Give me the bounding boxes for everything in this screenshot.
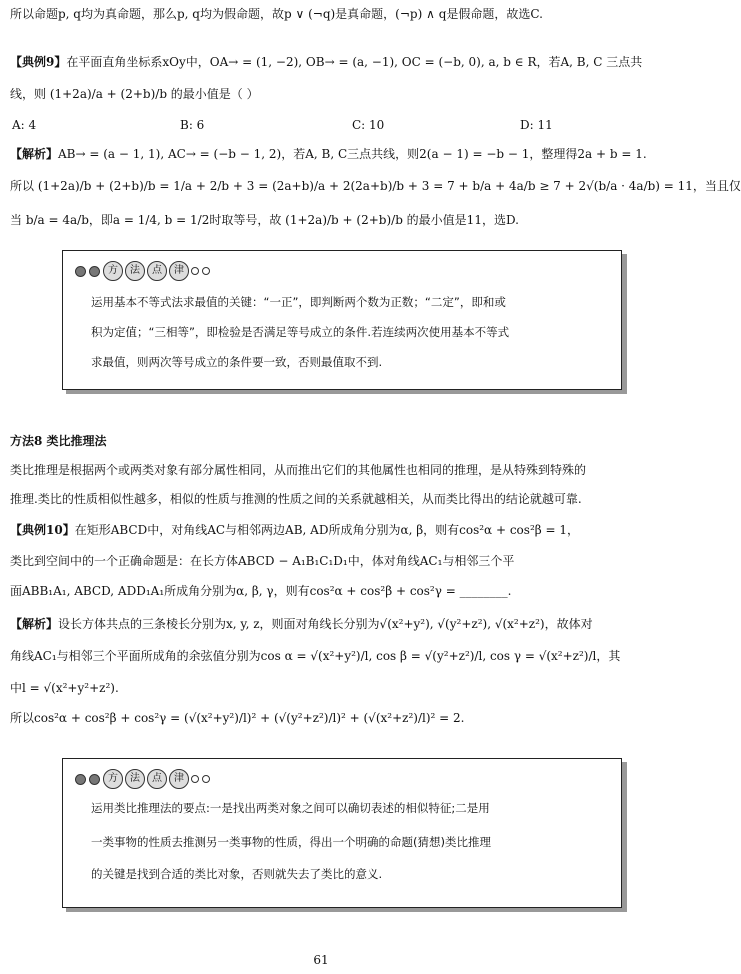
solution10-line2: 角线AC₁与相邻三个平面所成角的余弦值分别为cos α = √(x²+y²)/l, cos β = √(y²+z²)/l, cos γ = √(x²+z²)/l，其 — [10, 649, 621, 663]
solution9-line1 — [10, 146, 647, 162]
badge-dian: 点 — [147, 261, 167, 281]
solution10-text1: 设长方体共点的三条棱长分别为x, y, z，则面对角线长分别为√(x²+y²), √(y²+z²), √(x²+z²)，故体对 — [58, 617, 593, 631]
solution10-line1 — [10, 616, 634, 632]
solution9-line3: 当 b/a = 4a/b，即a = 1/4, b = 1/2时取等号，故 (1+2a)/b + (2+b)/b 的最小值是11，选D. — [10, 213, 519, 227]
solution9-line2: 所以 (1+2a)/b + (2+b)/b = 1/a + 2/b + 3 = (2a+b)/a + 2(2a+b)/b + 3 = 7 + b/a + 4a/b ≥ 7 + 2√(b/a · 4a/b) = 11，当且仅 — [10, 179, 741, 193]
box1-line3: 求最值，则两次等号成立的条件要一致，否则最值取不到. — [91, 355, 383, 369]
badge-jin: 津 — [169, 769, 189, 789]
box1-badge-row — [75, 261, 213, 281]
badge-fa: 法 — [125, 769, 145, 789]
example10-tag: 【典例10】 — [10, 523, 75, 537]
solution10-tag: 【解析】 — [10, 617, 59, 631]
method8-line1: 类比推理是根据两个或两类对象有部分属性相同，从而推出它们的其他属性也相同的推理，是从特殊到特殊的 — [10, 463, 587, 477]
box1-line2: 积为定值；“三相等”，即检验是否满足等号成立的条件.若连续两次使用基本不等式 — [91, 325, 510, 339]
option-b: B: 6 — [180, 118, 205, 132]
box2-badge-row — [75, 769, 213, 789]
option-c: C: 10 — [352, 118, 385, 132]
example10-line1 — [10, 522, 634, 538]
solution9-text1: AB→ = (a − 1, 1), AC→ = (−b − 1, 2)，若A, B, C三点共线，则2(a − 1) = −b − 1，整理得2a + b = 1. — [58, 147, 647, 161]
dot-icon — [75, 266, 86, 277]
dot-icon — [202, 775, 210, 783]
option-a: A: 4 — [12, 118, 37, 132]
badge-fang: 方 — [103, 769, 123, 789]
dot-icon — [89, 774, 100, 785]
badge-jin: 津 — [169, 261, 189, 281]
badge-dian: 点 — [147, 769, 167, 789]
dot-icon — [191, 267, 199, 275]
solution9-tag: 【解析】 — [10, 147, 59, 161]
dot-icon — [202, 267, 210, 275]
intro-line: 所以命题p, q均为真命题，那么p, q均为假命题，故p ∨ (¬q)是真命题，(¬p) ∧ q是假命题，故选C. — [10, 7, 543, 21]
method-tips-box-2 — [62, 758, 622, 908]
example9-line1 — [10, 54, 643, 70]
option-d: D: 11 — [520, 118, 553, 132]
example10-line2: 类比到空间中的一个正确命题是：在长方体ABCD − A₁B₁C₁D₁中，体对角线AC₁与相邻三个平 — [10, 554, 515, 568]
example10-text1: 在矩形ABCD中，对角线AC与相邻两边AB, AD所成角分别为α, β，则有cos²α + cos²β = 1， — [74, 523, 580, 537]
method-tips-box-1 — [62, 250, 622, 390]
example9-tag: 【典例9】 — [10, 55, 67, 69]
dot-icon — [75, 774, 86, 785]
example9-line2: 线，则 (1+2a)/a + (2+b)/b 的最小值是（ ） — [10, 87, 259, 101]
box1-line1: 运用基本不等式法求最值的关键：“一正”，即判断两个数为正数；“二定”，即和或 — [91, 295, 506, 309]
dot-icon — [89, 266, 100, 277]
dot-icon — [191, 775, 199, 783]
solution10-line3: 中l = √(x²+y²+z²). — [10, 681, 119, 695]
box2-line3: 的关键是找到合适的类比对象，否则就失去了类比的意义. — [91, 867, 383, 881]
solution10-line4: 所以cos²α + cos²β + cos²γ = (√(x²+y²)/l)² + (√(y²+z²)/l)² + (√(x²+z²)/l)² = 2. — [10, 711, 465, 725]
box2-line2: 一类事物的性质去推测另一类事物的性质，得出一个明确的命题(猜想)类比推理 — [91, 835, 491, 849]
page-number: 61 — [313, 953, 329, 967]
method8-line2: 推理.类比的性质相似性越多，相似的性质与推测的性质之间的关系就越相关，从而类比得出的结论就越可靠. — [10, 492, 582, 506]
badge-fang: 方 — [103, 261, 123, 281]
example9-text1: 在平面直角坐标系xOy中，OA→ = (1, −2), OB→ = (a, −1), OC = (−b, 0), a, b ∈ R，若A, B, C 三点共 — [66, 55, 643, 69]
badge-fa: 法 — [125, 261, 145, 281]
box2-line1: 运用类比推理法的要点:一是找出两类对象之间可以确切表述的相似特征;二是用 — [91, 801, 490, 815]
example10-line3: 面ABB₁A₁, ABCD, ADD₁A₁所成角分别为α, β, γ，则有cos²α + cos²β + cos²γ = ________. — [10, 584, 512, 598]
method8-title: 方法8 类比推理法 — [10, 434, 107, 448]
